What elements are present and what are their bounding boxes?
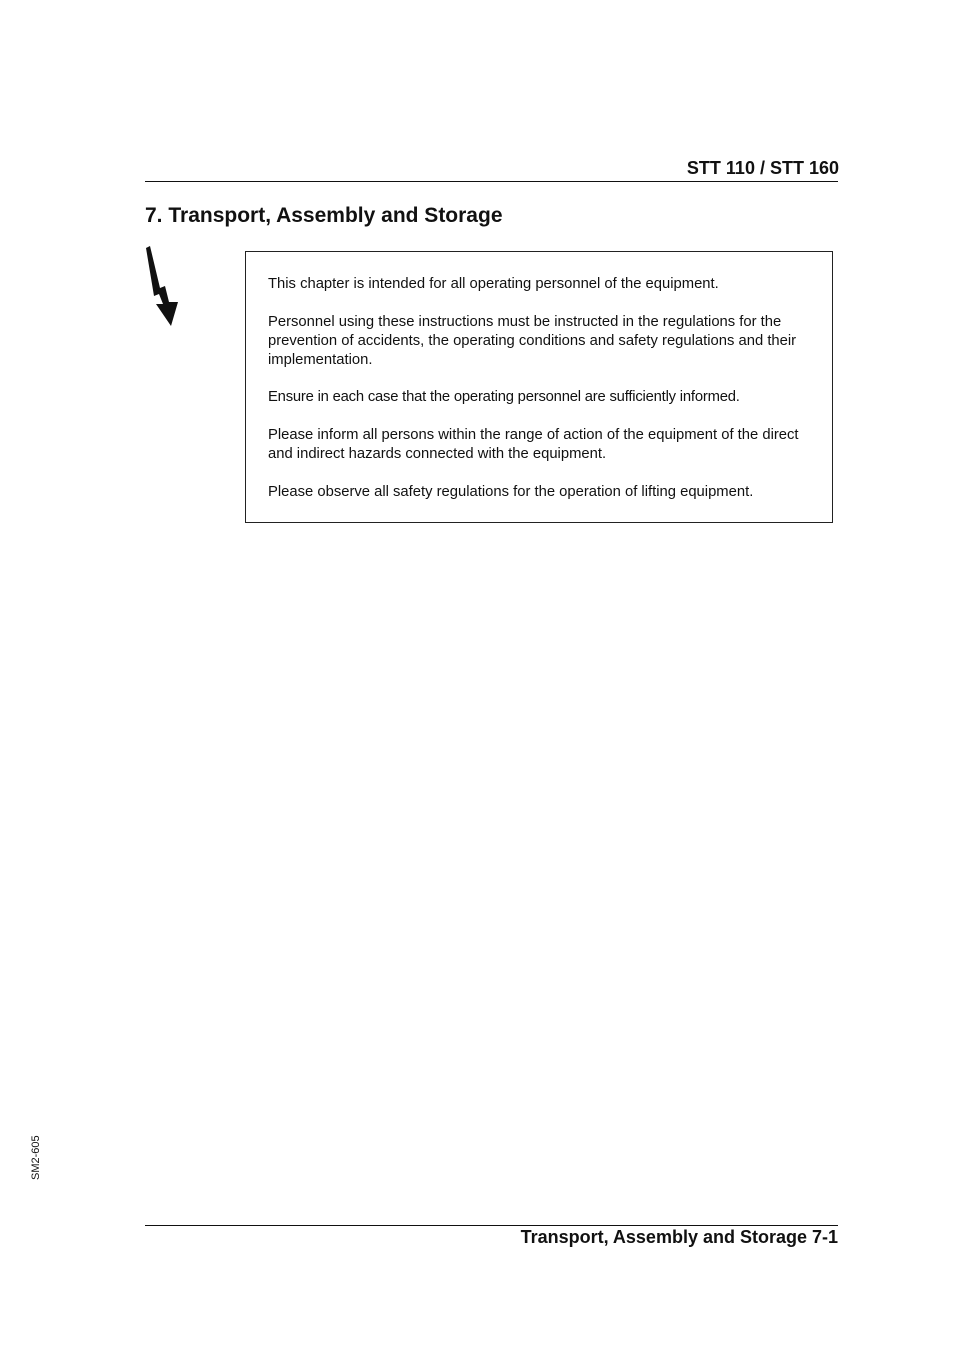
notice-paragraph: This chapter is intended for all operating personnel of the equipment.	[268, 276, 719, 292]
lightning-arrow-icon	[143, 244, 187, 328]
footer-divider	[145, 1225, 838, 1226]
header-divider	[145, 181, 838, 182]
notice-box	[245, 251, 833, 523]
document-code: SM2-605	[30, 1135, 42, 1180]
notice-paragraph: Please inform all persons within the range of action of the equipment of the direct and indirect hazards connected with the equipment.	[268, 427, 799, 462]
notice-paragraph: Personnel using these instructions must be instructed in the regulations for the prevention of accidents, the operating conditions and safety regulations and their implementation.	[268, 314, 797, 368]
notice-paragraph: Please observe all safety regulations for the operation of lifting equipment.	[268, 484, 754, 500]
footer-title: Transport, Assembly and Storage 7-1	[520, 1227, 838, 1247]
header-title: STT 110 / STT 160	[686, 158, 839, 178]
chapter-heading: 7. Transport, Assembly and Storage	[145, 204, 503, 227]
notice-paragraph: Ensure in each case that the operating personnel are sufficiently informed.	[268, 389, 740, 405]
